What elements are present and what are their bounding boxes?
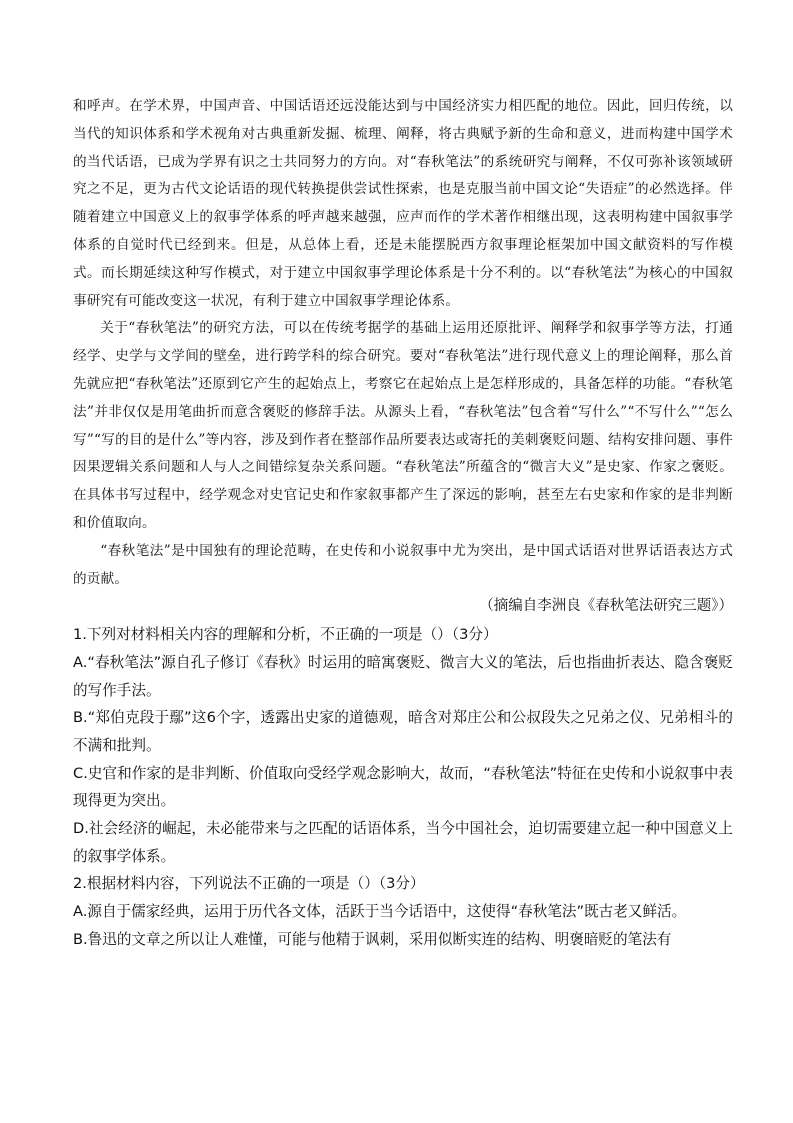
passage-paragraph-3: “春秋笔法”是中国独有的理论范畴，在史传和小说叙事中尤为突出，是中国式话语对世界话语表达方式的贡献。 bbox=[73, 542, 733, 587]
question-1-option-d: D.社会经济的崛起，未必能带来与之匹配的话语体系，当今中国社会，迫切需要建立起一种中国意义上的叙事学体系。 bbox=[73, 820, 733, 865]
question-1-stem: 1.下列对材料相关内容的理解和分析，不正确的一项是（）（3分） bbox=[73, 626, 498, 644]
passage-source: （摘编自李洲良《春秋笔法研究三题》） bbox=[479, 598, 733, 615]
question-1-option-c: C.史官和作家的是非判断、价值取向受经学观念影响大，故而，“春秋笔法”特征在史传和小说叙事中表现得更为突出。 bbox=[73, 764, 733, 810]
question-2-option-b: B.鲁迅的文章之所以让人难懂，可能与他精于讽刺，采用似断实连的结构、明褒暗贬的笔法有 bbox=[73, 930, 672, 948]
question-2-stem: 2.根据材料内容，下列说法不正确的一项是（）（3分） bbox=[73, 875, 425, 893]
question-1-option-b: B.“郑伯克段于鄢”这6个字，透露出史家的道德观，暗含对郑庄公和公叔段失之兄弟之仪、兄弟相斗的不满和批判。 bbox=[73, 709, 733, 754]
passage-paragraph-1: 和呼声。在学术界，中国声音、中国话语还远没能达到与中国经济实力相匹配的地位。因此，回归传统，以当代的知识体系和学术视角对古典重新发掘、梳理、阐释，将古典赋予新的生命和意义，进而构建中国学术的当代话语，已成为学界有识之士共同努力的方向。对“春秋笔法”的系统研究与阐释，不仅可弥补该领域研究之不足，更为古代文论话语的现代转换提供尝试性探索，也是克服当前中国文论“失语症”的必然选择。伴随着建立中国意义上的叙事学体系的呼声越来越强，应声而作的学术著作相继出现，这表明构建中国叙事学体系的自觉时代已经到来。但是，从总体上看，还是未能摆脱西方叙事理论框架加中国文献资料的写作模式。而长期延续这种写作模式，对于建立中国叙事学理论体系是十分不利的。以“春秋笔法”为核心的中国叙事研究有可能改变这一状况，有利于建立中国叙事学理论体系。 bbox=[73, 98, 733, 309]
question-2-option-a: A.源自于儒家经典，运用于历代各文体，活跃于当今话语中，这使得“春秋笔法”既古老又鲜活。 bbox=[73, 903, 687, 921]
questions-section bbox=[73, 621, 733, 953]
question-1-option-a: A.“春秋笔法”源自孔子修订《春秋》时运用的暗寓褒贬、微言大义的笔法，后也指曲折表达、隐含褒贬的写作手法。 bbox=[73, 653, 733, 699]
question-1 bbox=[73, 621, 733, 870]
reading-passage bbox=[73, 93, 733, 621]
passage-paragraph-2: 关于“春秋笔法”的研究方法，可以在传统考据学的基础上运用还原批评、阐释学和叙事学等方法，打通经学、史学与文学间的壁垒，进行跨学科的综合研究。要对“春秋笔法”进行现代意义上的理论阐释，那么首先就应把“春秋笔法”还原到它产生的起始点上，考察它在起始点上是怎样形成的，具备怎样的功能。“春秋笔法”并非仅仅是用笔曲折而意含褒贬的修辞手法。从源头上看，“春秋笔法”包含着“写什么”“不写什么”“怎么写”“写的目的是什么”等内容，涉及到作者在整部作品所要表达或寄托的美刺褒贬问题、结构安排问题、事件因果逻辑关系问题和人与人之间错综复杂关系问题。“春秋笔法”所蕴含的“微言大义”是史家、作家之褒贬。在具体书写过程中，经学观念对史官记史和作家叙事都产生了深远的影响，甚至左右史家和作家的是非判断和价值取向。 bbox=[73, 320, 733, 531]
exam-page bbox=[73, 93, 733, 954]
question-2 bbox=[73, 870, 733, 953]
